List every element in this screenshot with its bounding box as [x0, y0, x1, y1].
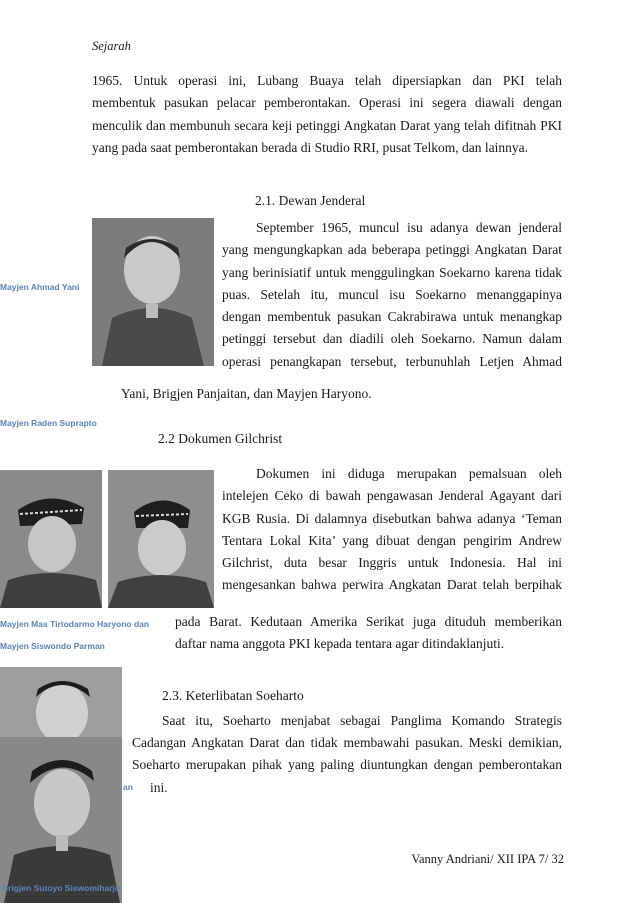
page-header: Sejarah [92, 39, 131, 53]
photo-top-partial [0, 667, 122, 737]
intro-line: membentuk pasukan pelacar pemberontakan. Operasi ini segera diawali dengan [92, 95, 562, 111]
body-line: KGB Rusia. Di dalamnya disebutkan bahwa adanya ‘Teman [222, 510, 562, 526]
body-line: Soeharto merupakan pihak yang paling diuntungkan dengan pemberontakan [132, 757, 562, 773]
intro-line: yang pada saat pemberontakan berada di Studio RRI, pusat Telkom, dan lainnya. [92, 139, 528, 155]
caption-ahmad-yani: Mayjen Ahmad Yani [0, 282, 80, 292]
portrait-icon [0, 470, 102, 608]
caption-partial: an [123, 782, 133, 792]
body-line: yang berinisiatif untuk menggulingkan Soekarno karena tidak [222, 264, 562, 280]
body-line: daftar nama anggota PKI kepada tentara agar ditindaklanjuti. [175, 636, 505, 652]
caption-sutoyo: Brigjen Sutoyo Siswomiharjo [2, 883, 121, 893]
section-2-1-last-line: Yani, Brigjen Panjaitan, dan Mayjen Haryono. [121, 386, 372, 401]
section-2-3-heading: 2.3. Keterlibatan Soeharto [162, 688, 304, 703]
page-footer: Vanny Andriani/ XII IPA 7/ 32 [411, 852, 564, 866]
body-line: operasi penangkapan tersebut, terbunuhlah Letjen Ahmad [222, 353, 562, 369]
caption-raden-suprapto: Mayjen Raden Suprapto [0, 418, 97, 428]
photo-siswondo-parman [108, 470, 214, 608]
body-line: yang mengungkapkan ada beberapa petinggi Angkatan Darat [222, 242, 562, 258]
portrait-icon [0, 667, 122, 737]
portrait-icon [108, 470, 214, 608]
photo-haryono [0, 470, 102, 608]
photo-sutoyo [0, 737, 122, 903]
intro-paragraph [92, 70, 562, 159]
section-2-1-heading: 2.1. Dewan Jenderal [255, 193, 366, 208]
body-line: puas. Setelah itu, muncul isu Soekarno menanggapinya [222, 286, 562, 302]
body-line: Tentara Lokal Kita’ yang dibuat dengan pengirim Andrew [222, 532, 562, 548]
section-2-3-body [132, 732, 562, 799]
body-line: ini. [150, 779, 168, 795]
body-line: petinggi tersebut dan diadili oleh Soekarno. Namun dalam [222, 331, 562, 347]
body-line: September 1965, muncul isu adanya dewan jenderal [256, 220, 562, 235]
body-line: mengesankan bahwa perwira Angkatan Darat telah berpihak [222, 577, 562, 593]
photo-ahmad-yani [92, 218, 214, 366]
section-2-1-body [222, 217, 562, 373]
section-2-2-body [222, 463, 562, 597]
intro-line: 1965. Untuk operasi ini, Lubang Buaya telah dipersiapkan dan PKI telah [92, 73, 562, 88]
portrait-icon [0, 737, 122, 903]
body-line: Dokumen ini diduga merupakan pemalsuan oleh [256, 466, 562, 481]
body-line: dengan membentuk pasukan Cakrabirawa untuk menangkap [222, 309, 562, 325]
caption-haryono-2: Mayjen Siswondo Parman [0, 641, 105, 651]
body-line: Gilchrist, duta besar Inggris untuk Indonesia. Hal ini [222, 555, 562, 571]
body-line: Saat itu, Soeharto menjabat sebagai Panglima Komando Strategis [162, 713, 562, 728]
body-line: intelejen Ceko di bawah pengawasan Jenderal Agayant dari [222, 488, 562, 504]
body-line: Cadangan Angkatan Darat dan tidak membawahi pasukan. Meski demikian, [132, 735, 562, 750]
section-2-3-first-line [162, 710, 562, 732]
section-2-2-tail [175, 611, 562, 656]
section-2-2-heading: 2.2 Dokumen Gilchrist [158, 431, 283, 446]
caption-haryono-1: Mayjen Mas Tirtodarmo Haryono dan [0, 619, 150, 629]
portrait-icon [92, 218, 214, 366]
intro-line: menculik dan membunuh secara keji petinggi Angkatan Darat yang telah difitnah PKI [92, 117, 562, 133]
body-line: pada Barat. Kedutaan Amerika Serikat juga dituduh memberikan [175, 614, 562, 629]
